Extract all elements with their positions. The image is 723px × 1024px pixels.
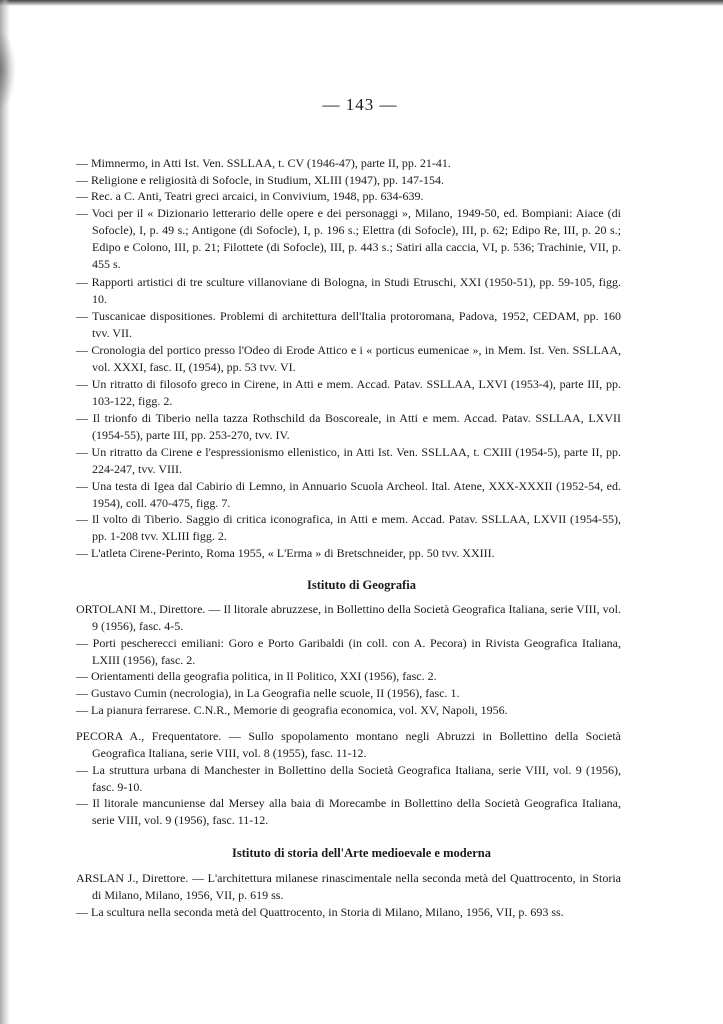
entry-gustavo-cumin: — Gustavo Cumin (necrologia), in La Geografia nelle scuole, II (1956), fasc. 1. [76, 686, 460, 700]
page-number: — 143 — [322, 95, 398, 114]
heading-istituto-arte: Istituto di storia dell'Arte medioevale e moderna [232, 846, 491, 860]
entry-ritratto-cirene: — Un ritratto da Cirene e l'espressionismo ellenistico, in Atti Ist. Ven. SSLLAA, t. CXIII (1954-5), parte II, pp. 224-247, tvv. VIII. [76, 445, 621, 476]
entry-tuscanicae: — Tuscanicae dispositiones. Problemi di architettura dell'Italia protoromana, Padova, 1952, CEDAM, pp. 160 tvv. VII. [76, 309, 621, 340]
entry-orientamenti: — Orientamenti della geografia politica, in Il Politico, XXI (1956), fasc. 2. [76, 669, 437, 683]
entry-cronologia-portico: — Cronologia del portico presso l'Odeo di Erode Attico e i « porticus eumenicae », in Mem. Ist. Ven. SSLLAA, vol. XXXI, fasc. II, (1954), pp. 53 tvv. VI. [76, 343, 621, 374]
entry-rapporti-artistici: — Rapporti artistici di tre sculture villanoviane di Bologna, in Studi Etruschi, XXI (1950-51), pp. 59-105, figg. 10. [76, 275, 621, 306]
entry-volto-tiberio: — Il volto di Tiberio. Saggio di critica iconografica, in Atti e mem. Accad. Patav. SSLLAA, LXVII (1954-55), pp. 1-208 tvv. XLIII figg. 2. [76, 512, 621, 543]
entry-ortolani-litorale: ORTOLANI M., Direttore. — Il litorale abruzzese, in Bollettino della Società Geografica Italiana, serie VIII, vol. 9 (1956), fasc. 4-5. [76, 602, 621, 633]
entry-ritratto-filosofo: — Un ritratto di filosofo greco in Cirene, in Atti e mem. Accad. Patav. SSLLAA, LXVI (1953-4), parte III, pp. 103-122, figg. 2. [76, 377, 621, 408]
scan-shadow-top [0, 0, 723, 6]
entry-trionfo-tiberio: — Il trionfo di Tiberio nella tazza Rothschild da Boscoreale, in Atti e mem. Accad. Patav. SSLLAA, LXVII (1954-55), parte III, pp. 253-270, tvv. IV. [76, 411, 621, 442]
entry-rec-anti: — Rec. a C. Anti, Teatri greci arcaici, in Convivium, 1948, pp. 634-639. [76, 189, 424, 203]
entry-scultura-quattrocento: — La scultura nella seconda metà del Quattrocento, in Storia di Milano, Milano, 1956, VII, p. 693 ss. [76, 905, 564, 919]
entry-pianura-ferrarese: — La pianura ferrarese. C.N.R., Memorie di geografia economica, vol. XV, Napoli, 1956. [76, 703, 508, 717]
entry-pecora-spopolamento: PECORA A., Frequentatore. — Sullo spopolamento montano negli Abruzzi in Bollettino della Società Geografica Italiana, serie VIII, vol. 8 (1955), fasc. 11-12. [76, 729, 621, 760]
entry-voci-dizionario: — Voci per il « Dizionario letterario delle opere e dei personaggi », Milano, 1949-50, ed. Bompiani: Aiace (di Sofocle), I, p. 49 s.; Antigone (di Sofocle), I, p. 196 s.; Elettra (di Sofocle), III, p. 62; Edipo Re, III, p. 20 s.; Edipo e Colono, III, p. 21; Filottete (di Sofocle), III, p. 443 s.; Satiri alla caccia, VI, p. 536; Trachinie, VII, p. 455 s. [76, 206, 621, 271]
entry-struttura-manchester: — La struttura urbana di Manchester in Bollettino della Società Geografica Italiana, serie VIII, vol. 9 (1956), fasc. 9-10. [76, 763, 621, 794]
scan-blot [0, 30, 16, 110]
entry-porti-pescherecci: — Porti pescherecci emiliani: Goro e Porto Garibaldi (in coll. con A. Pecora) in Rivista Geografica Italiana, LXIII (1956), fasc. 2. [76, 636, 621, 667]
entry-atleta-cirene: — L'atleta Cirene-Perinto, Roma 1955, « L'Erma » di Bretschneider, pp. 50 tvv. XXIII. [76, 546, 495, 560]
scan-shadow-left [0, 0, 10, 1024]
entry-mimnermo: — Mimnermo, in Atti Ist. Ven. SSLLAA, t. CV (1946-47), parte II, pp. 21-41. [76, 156, 451, 170]
entry-litorale-mancuniense: — Il litorale mancuniense dal Mersey alla baia di Morecambe in Bollettino della Società Geografica Italiana, serie VIII, vol. 9 (1956), fasc. 11-12. [76, 796, 621, 827]
entry-religione-sofocle: — Religione e religiosità di Sofocle, in Studium, XLIII (1947), pp. 147-154. [76, 173, 444, 187]
heading-istituto-geografia: Istituto di Geografia [306, 578, 417, 592]
entry-arslan-architettura: ARSLAN J., Direttore. — L'architettura milanese rinascimentale nella seconda metà del Quattrocento, in Storia di Milano, Milano, 1956, VII, p. 619 ss. [76, 871, 621, 902]
entry-testa-igea: — Una testa di Igea dal Cabirio di Lemno, in Annuario Scuola Archeol. Ital. Atene, XXX-XXXII (1952-54, ed. 1954), coll. 470-475, figg. 7. [76, 479, 621, 510]
